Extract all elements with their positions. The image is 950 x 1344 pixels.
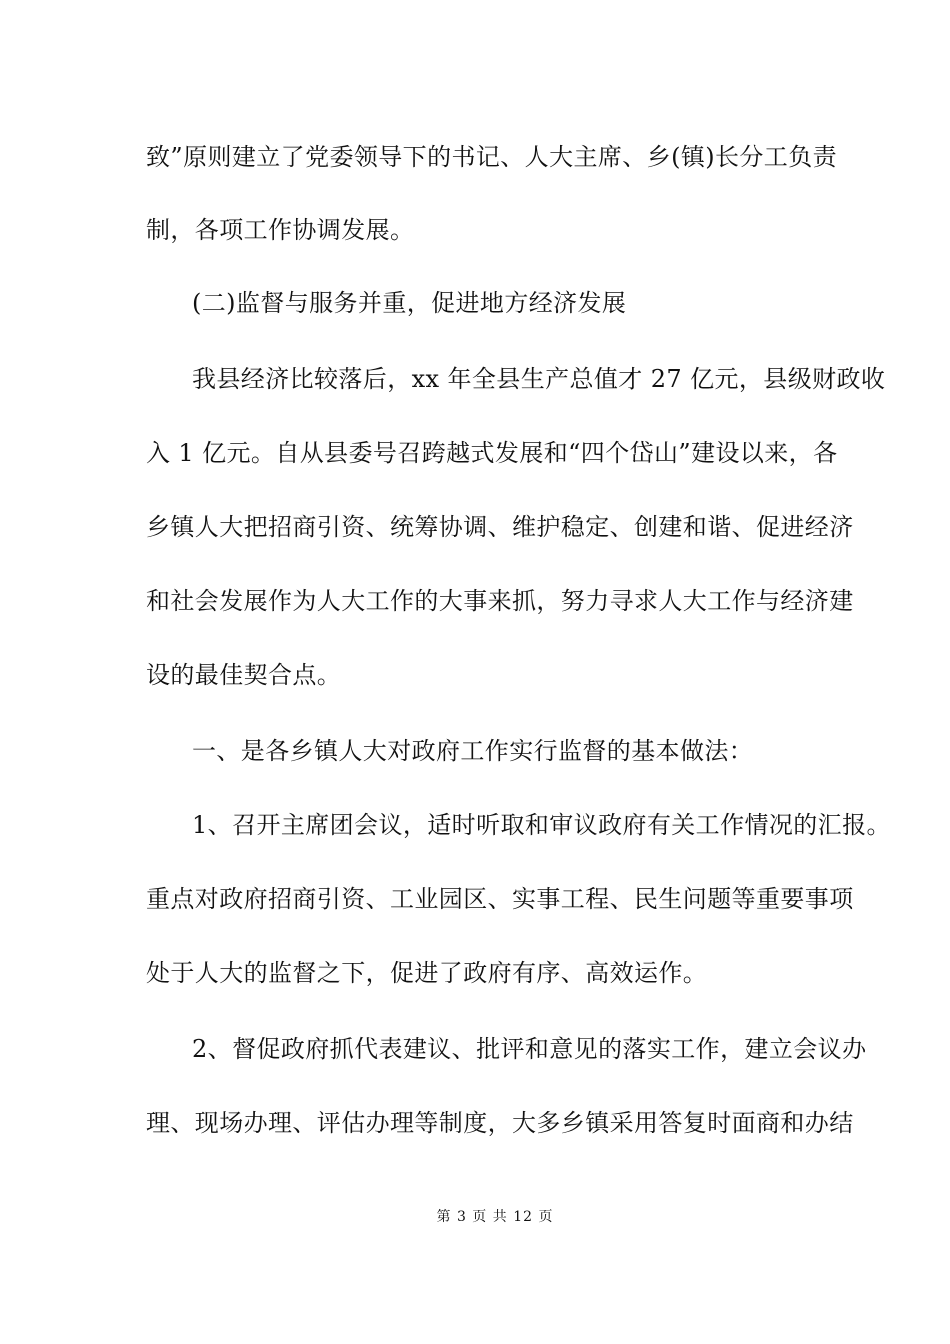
text-line: 1、召开主席团会议，适时听取和审议政府有关工作情况的汇报。	[192, 811, 891, 839]
text-line: 入 1 亿元。自从县委号召跨越式发展和“四个岱山”建设以来，各	[146, 439, 838, 467]
text-line: 2、督促政府抓代表建议、批评和意见的落实工作，建立会议办	[192, 1035, 867, 1063]
text-line: 和社会发展作为人大工作的大事来抓，努力寻求人大工作与经济建	[146, 587, 854, 615]
section-heading: (二)监督与服务并重，促进地方经济发展	[192, 289, 627, 317]
text-line: 设的最佳契合点。	[146, 661, 342, 689]
subsection-heading: 一、是各乡镇人大对政府工作实行监督的基本做法：	[192, 737, 754, 765]
text-line: 重点对政府招商引资、工业园区、实事工程、民生问题等重要事项	[146, 885, 854, 913]
text-line: 处于人大的监督之下，促进了政府有序、高效运作。	[146, 959, 708, 987]
text-line: 我县经济比较落后，xx 年全县生产总值才 27 亿元，县级财政收	[192, 365, 886, 393]
text-line: 乡镇人大把招商引资、统筹协调、维护稳定、创建和谐、促进经济	[146, 513, 854, 541]
text-line: 制，各项工作协调发展。	[146, 216, 415, 244]
page-number: 第 3 页 共 12 页	[436, 1209, 554, 1225]
text-line: 理、现场办理、评估办理等制度，大多乡镇采用答复时面商和办结	[146, 1109, 854, 1137]
text-line: 致”原则建立了党委领导下的书记、人大主席、乡(镇)长分工负责	[146, 143, 837, 171]
